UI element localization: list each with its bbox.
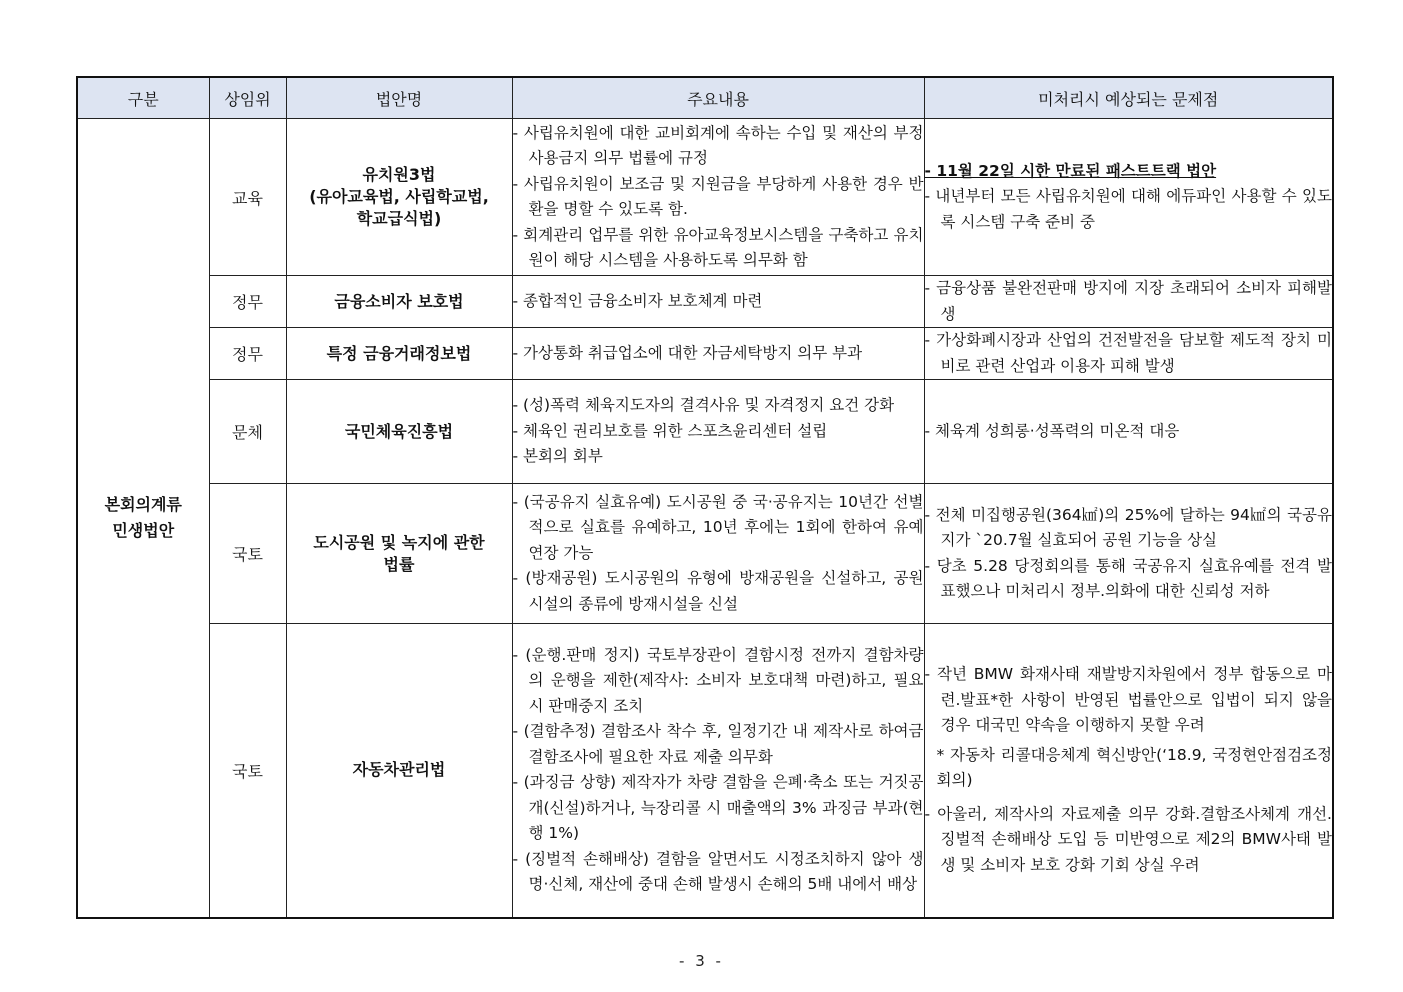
main-content-cell — [512, 624, 924, 918]
content-item: - 회계관리 업무를 위한 유아교육정보시스템을 구축하고 유치원이 해당 시스템을 사용하도록 의무화 함 — [512, 225, 924, 269]
table-header-row — [77, 77, 1333, 119]
table-row — [77, 276, 1333, 328]
problem-cell — [924, 119, 1333, 276]
main-content-cell — [512, 328, 924, 380]
table-row — [77, 328, 1333, 380]
problem-highlight: - 11월 22일 시한 만료된 패스트트랙 법안 — [924, 161, 1217, 180]
problem-cell — [924, 484, 1333, 624]
content-item: - (과징금 상향) 제작자가 차량 결함을 은폐·축소 또는 거짓공개(신설)하거나, 늑장리콜 시 매출액의 3% 과징금 부과(현행 1%) — [512, 773, 924, 843]
problem-footnote: * 자동차 리콜대응체계 혁신방안(‘18.9, 국정현안점검조정회의) — [936, 745, 1332, 790]
header-committee: 상임위 — [209, 77, 286, 119]
content-item: - (방재공원) 도시공원의 유형에 방재공원을 신설하고, 공원시설의 종류에 방재시설을 신설 — [512, 569, 924, 613]
category-label-line2: 민생법안 — [112, 520, 175, 540]
committee-cell: 국토 — [209, 484, 286, 624]
bill-name-cell — [286, 119, 512, 276]
bill-name-line: 금융소비자 보호법 — [334, 291, 464, 311]
content-item: - 사립유치원이 보조금 및 지원금을 부당하게 사용한 경우 반환을 명할 수 있도록 함. — [512, 174, 924, 218]
content-item: - 사립유치원에 대한 교비회계에 속하는 수입 및 재산의 부정사용금지 의무 법률에 규정 — [512, 123, 924, 167]
committee-cell: 정무 — [209, 328, 286, 380]
page-number: - 3 - — [679, 952, 724, 970]
table-row — [77, 484, 1333, 624]
committee-cell: 국토 — [209, 624, 286, 918]
problem-item: - 내년부터 모든 사립유치원에 대해 에듀파인 사용할 수 있도록 시스템 구축 준비 중 — [924, 187, 1332, 231]
bill-name-line: 유치원3법 — [362, 165, 436, 184]
main-content-cell — [512, 119, 924, 276]
problem-cell — [924, 328, 1333, 380]
bill-name-line: 국민체육진흥법 — [344, 421, 454, 441]
bills-table — [76, 76, 1334, 919]
bill-name-line: (유아교육법, 사립학교법, — [309, 187, 489, 206]
committee-cell: 문체 — [209, 380, 286, 484]
content-item: - 체육인 권리보호를 위한 스포츠윤리센터 설립 — [512, 421, 828, 440]
header-category: 구분 — [77, 77, 209, 119]
main-content-cell — [512, 484, 924, 624]
content-item: - 본회의 회부 — [512, 447, 603, 466]
header-main-content: 주요내용 — [512, 77, 924, 119]
table-row — [77, 380, 1333, 484]
problem-cell — [924, 624, 1333, 918]
problem-item: - 당초 5.28 당정회의를 통해 국공유지 실효유예를 전격 발표했으나 미처리시 정부.의화에 대한 신뢰성 저하 — [924, 556, 1332, 600]
problem-item: - 전체 미집행공원(364㎢)의 25%에 달하는 94㎢의 국공유지가 `20.7월 실효되어 공원 기능을 상실 — [924, 505, 1332, 549]
header-bill-name: 법안명 — [286, 77, 512, 119]
category-cell — [77, 119, 209, 918]
committee-cell: 교육 — [209, 119, 286, 276]
main-content-cell — [512, 380, 924, 484]
problem-cell — [924, 276, 1333, 328]
bill-name-cell — [286, 380, 512, 484]
bill-name-line: 학교급식법) — [356, 209, 442, 228]
bill-name-line: 자동차관리법 — [352, 760, 446, 780]
category-label-line1: 본회의계류 — [104, 494, 182, 514]
bill-name-line: 도시공원 및 녹지에 관한 — [313, 532, 485, 552]
problem-item: - 작년 BMW 화재사태 재발방지차원에서 정부 합동으로 마련.발표*한 사항이 반영된 법률안으로 입법이 되지 않을 경우 대국민 약속을 이행하지 못할 우려 — [924, 665, 1332, 735]
content-item: - (운행.판매 정지) 국토부장관이 결함시정 전까지 결함차량의 운행을 제한(제작사: 소비자 보호대책 마련)하고, 필요시 판매중지 조치 — [512, 645, 924, 715]
bill-name-cell — [286, 484, 512, 624]
bill-name-cell — [286, 624, 512, 918]
bill-name-cell — [286, 276, 512, 328]
content-item: - 종합적인 금융소비자 보호체계 마련 — [512, 291, 763, 310]
bill-name-cell — [286, 328, 512, 380]
content-item: - (결함추정) 결함조사 착수 후, 일정기간 내 제작사로 하여금 결함조사에 필요한 자료 제출 의무화 — [512, 722, 924, 766]
table-row — [77, 624, 1333, 918]
content-item: - (국공유지 실효유예) 도시공원 중 국·공유지는 10년간 선별적으로 실효를 유예하고, 10년 후에는 1회에 한하여 유예 연장 가능 — [512, 492, 924, 562]
problem-item: - 아울러, 제작사의 자료제출 의무 강화.결함조사체계 개선.징벌적 손해배상 도입 등 미반영으로 제2의 BMW사태 발생 및 소비자 보호 강화 기회 상실 우려 — [924, 804, 1332, 874]
problem-item: - 체육계 성희롱·성폭력의 미온적 대응 — [924, 421, 1180, 440]
problem-item: - 가상화폐시장과 산업의 건전발전을 담보할 제도적 장치 미비로 관련 산업과 이용자 피해 발생 — [924, 331, 1332, 375]
content-item: - 가상통화 취급업소에 대한 자금세탁방지 의무 부과 — [512, 343, 863, 362]
main-content-cell — [512, 276, 924, 328]
bill-name-line: 법률 — [383, 554, 415, 574]
table-row — [77, 119, 1333, 276]
content-item: - (징벌적 손해배상) 결함을 알면서도 시정조치하지 않아 생명·신체, 재산에 중대 손해 발생시 손해의 5배 내에서 배상 — [512, 849, 924, 894]
content-item: - (성)폭력 체육지도자의 결격사유 및 자격정지 요건 강화 — [512, 396, 895, 415]
header-problems: 미처리시 예상되는 문제점 — [924, 77, 1333, 119]
problem-cell — [924, 380, 1333, 484]
bill-name-line: 특정 금융거래정보법 — [326, 343, 472, 363]
problem-item: - 금융상품 불완전판매 방지에 지장 초래되어 소비자 피해발생 — [924, 279, 1332, 323]
committee-cell: 정무 — [209, 276, 286, 328]
